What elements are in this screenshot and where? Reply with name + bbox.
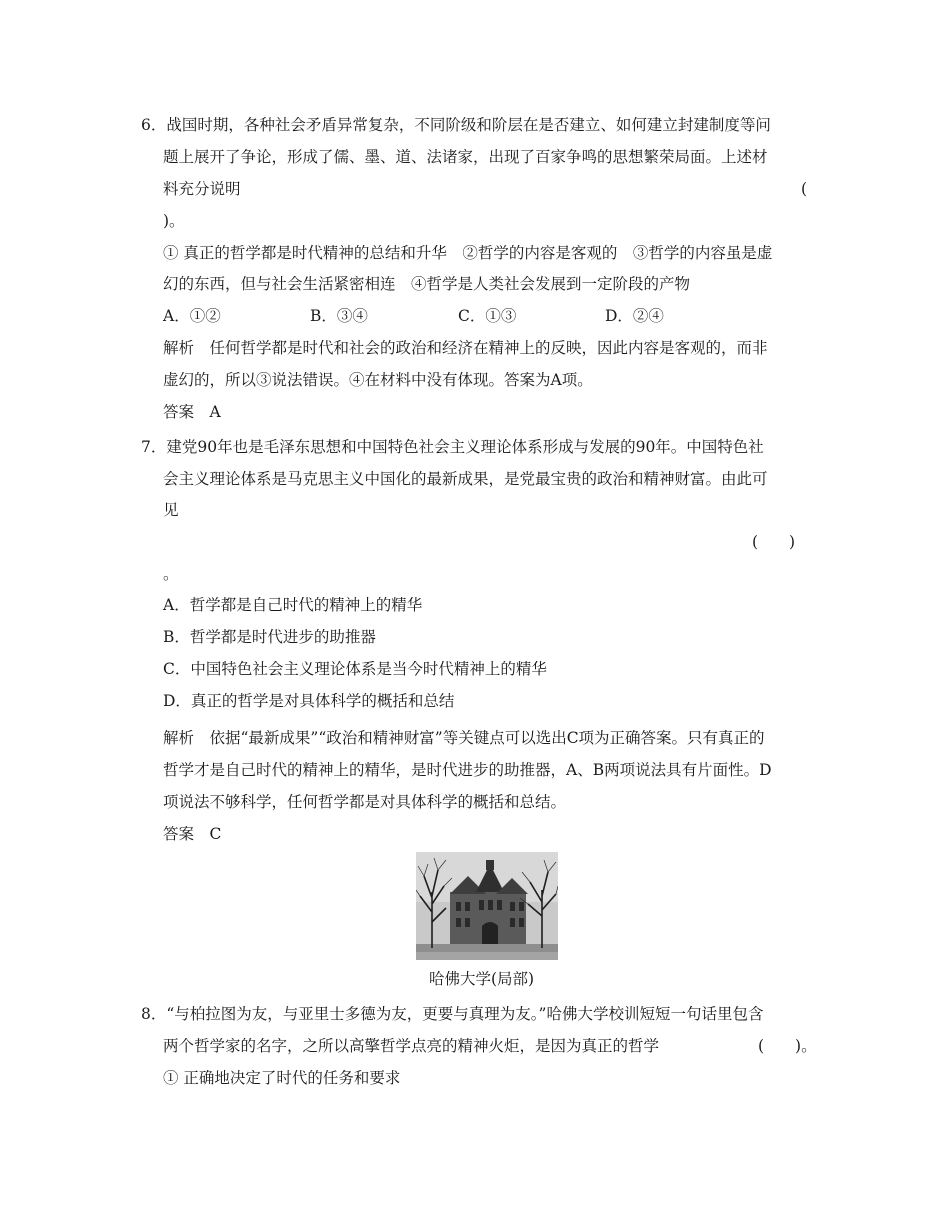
q7-option-c: C．中国特色社会主义理论体系是当今时代精神上的精华 [163, 660, 547, 678]
q6-option-b: B．③④ [310, 307, 368, 325]
q6-statements-line1: ① 真正的哲学都是时代精神的总结和升华 ②哲学的内容是客观的 ③哲学的内容虽是虚 [163, 244, 773, 262]
q7-analysis-line1: 解析 依据“最新成果”“政治和精神财富”等关键点可以选出C项为正确答案。只有真正的 [163, 729, 765, 747]
q6-option-a: A．①② [163, 307, 221, 325]
q7-answer-paren: ( ) [752, 533, 796, 551]
q8-stem-line2: 两个哲学家的名字，之所以高擎哲学点亮的精神火炬，是因为真正的哲学 [163, 1037, 660, 1055]
q6-statements-line2: 幻的东西，但与社会生活紧密相连 ④哲学是人类社会发展到一定阶段的产物 [163, 275, 691, 293]
q7-analysis-line2: 哲学才是自己时代的精神上的精华，是时代进步的助推器，A、B两项说法具有片面性。D [163, 761, 772, 779]
figure-caption: 哈佛大学(局部) [429, 970, 535, 988]
q7-stem-line3: 见 [163, 501, 179, 519]
q7-analysis-line3: 项说法不够科学，任何哲学都是对具体科学的概括和总结。 [163, 793, 567, 811]
q6-stem-line3: 料充分说明 [163, 180, 241, 198]
q7-stem-line2: 会主义理论体系是马克思主义中国化的最新成果，是党最宝贵的政治和精神财富。由此可 [163, 470, 768, 488]
q6-analysis-line1: 解析 任何哲学都是时代和社会的政治和经济在精神上的反映，因此内容是客观的，而非 [163, 339, 768, 357]
q7-stem-line1: 7．建党90年也是毛泽东思想和中国特色社会主义理论体系形成与发展的90年。中国特色社 [141, 438, 764, 456]
q8-stem-line1: 8．“与柏拉图为友，与亚里士多德为友，更要与真理为友。”哈佛大学校训短短一句话里包含 [141, 1005, 764, 1023]
q6-answer-paren-open: ( [801, 180, 808, 198]
q7-period: 。 [163, 565, 179, 583]
harvard-building-photo [416, 852, 558, 960]
q7-option-b: B．哲学都是时代进步的助推器 [163, 628, 376, 646]
q6-answer-paren-close: )。 [163, 212, 185, 230]
q7-option-a: A．哲学都是自己时代的精神上的精华 [163, 596, 423, 614]
q6-option-d: D．②④ [605, 307, 664, 325]
q6-stem-line2: 题上展开了争论，形成了儒、墨、道、法诸家，出现了百家争鸣的思想繁荣局面。上述材 [163, 148, 768, 166]
q8-answer-paren: ( )。 [758, 1037, 817, 1055]
q6-option-c: C．①③ [458, 307, 517, 325]
q6-analysis-line2: 虚幻的，所以③说法错误。④在材料中没有体现。答案为A项。 [163, 371, 593, 389]
q8-statement1: ① 正确地决定了时代的任务和要求 [163, 1069, 401, 1087]
q7-answer: 答案 C [163, 825, 222, 843]
q6-stem-line1: 6．战国时期，各种社会矛盾异常复杂，不同阶级和阶层在是否建立、如何建立封建制度等问 [141, 116, 771, 134]
q7-option-d: D．真正的哲学是对具体科学的概括和总结 [163, 692, 455, 710]
q6-answer: 答案 A [163, 403, 221, 421]
